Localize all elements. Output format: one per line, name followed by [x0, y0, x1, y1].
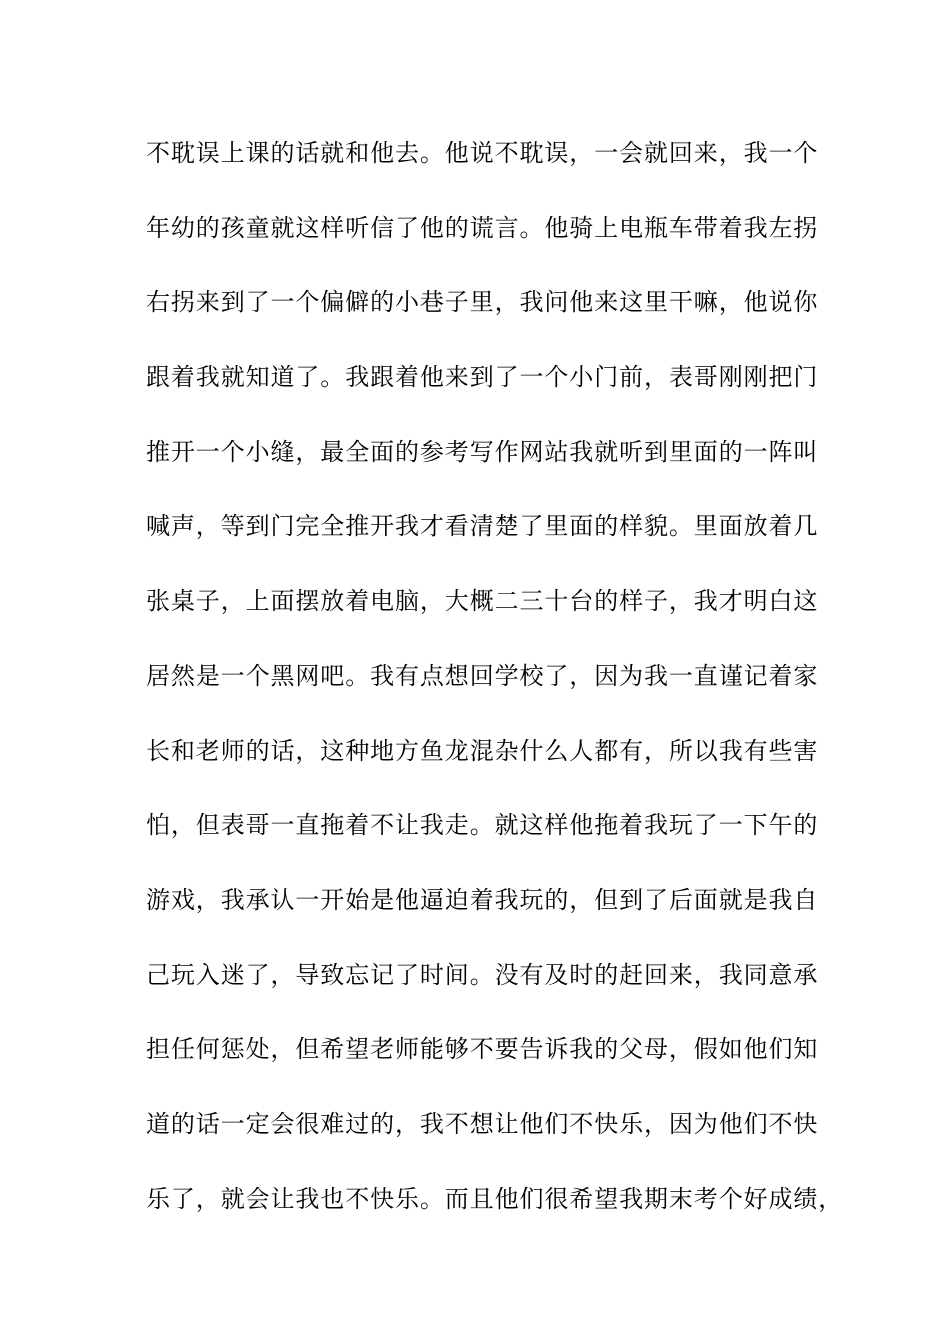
- text-line: 道的话一定会很难过的，我不想让他们不快乐，因为他们不快: [146, 1109, 819, 1138]
- text-line: 推开一个小缝，最全面的参考写作网站我就听到里面的一阵叫: [146, 437, 819, 466]
- text-line: 不耽误上课的话就和他去。他说不耽误，一会就回来，我一个: [146, 139, 819, 167]
- text-line: 年幼的孩童就这样听信了他的谎言。他骑上电瓶车带着我左拐: [146, 213, 819, 242]
- body-text: [146, 131, 844, 1251]
- text-line: 张桌子，上面摆放着电脑，大概二三十台的样子，我才明白这: [146, 587, 819, 616]
- text-line: 右拐来到了一个偏僻的小巷子里，我问他来这里干嘛，他说你: [146, 288, 819, 317]
- text-line: 长和老师的话，这种地方鱼龙混杂什么人都有，所以我有些害: [146, 736, 819, 765]
- text-line: 喊声，等到门完全推开我才看清楚了里面的样貌。里面放着几: [146, 512, 819, 541]
- text-line: 乐了，就会让我也不快乐。而且他们很希望我期末考个好成绩，: [146, 1184, 844, 1213]
- text-line: 担任何惩处，但希望老师能够不要告诉我的父母，假如他们知: [146, 1035, 819, 1064]
- text-line: 居然是一个黑网吧。我有点想回学校了，因为我一直谨记着家: [146, 661, 819, 690]
- text-line: 怕，但表哥一直拖着不让我走。就这样他拖着我玩了一下午的: [146, 811, 819, 840]
- text-line: 游戏，我承认一开始是他逼迫着我玩的，但到了后面就是我自: [146, 885, 819, 914]
- text-line: 跟着我就知道了。我跟着他来到了一个小门前，表哥刚刚把门: [146, 363, 819, 392]
- text-line: 己玩入迷了，导致忘记了时间。没有及时的赶回来，我同意承: [146, 960, 819, 989]
